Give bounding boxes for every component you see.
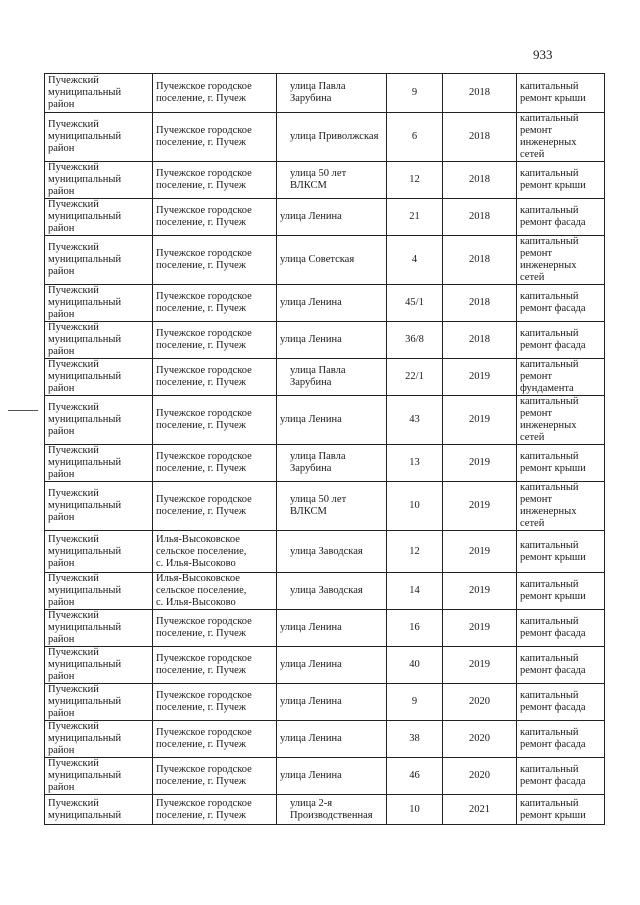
work-type-cell <box>517 795 605 825</box>
street-cell <box>277 573 387 610</box>
work-type-cell <box>517 573 605 610</box>
work-type-text: капитальный ремонт фасада <box>520 653 586 676</box>
year-text: 2019 <box>469 500 490 511</box>
year-cell <box>443 113 517 162</box>
street-cell <box>277 74 387 113</box>
district-text: Пучежский муниципальный район <box>48 285 122 320</box>
street-cell <box>277 322 387 359</box>
year-cell <box>443 396 517 445</box>
street-cell <box>277 647 387 684</box>
settlement-text: Пучежское городское поселение, г. Пучеж <box>156 205 252 228</box>
table-row <box>45 647 605 684</box>
settlement-cell <box>153 647 277 684</box>
street-cell <box>277 359 387 396</box>
work-type-cell <box>517 199 605 236</box>
work-type-text: капитальный ремонт фасада <box>520 764 586 787</box>
house-number-cell <box>387 74 443 113</box>
settlement-cell <box>153 482 277 531</box>
year-text: 2019 <box>469 371 490 382</box>
work-type-cell <box>517 359 605 396</box>
settlement-cell <box>153 573 277 610</box>
street-cell <box>277 199 387 236</box>
settlement-cell <box>153 684 277 721</box>
settlement-cell <box>153 758 277 795</box>
settlement-cell <box>153 610 277 647</box>
settlement-cell <box>153 721 277 758</box>
house-number-text: 12 <box>409 174 420 185</box>
district-cell <box>45 322 153 359</box>
district-text: Пучежский муниципальный район <box>48 721 122 756</box>
settlement-cell <box>153 236 277 285</box>
year-cell <box>443 531 517 573</box>
street-text: улица Павла Зарубина <box>290 451 346 474</box>
margin-mark <box>8 410 38 411</box>
year-cell <box>443 359 517 396</box>
district-cell <box>45 74 153 113</box>
year-cell <box>443 721 517 758</box>
table-row <box>45 610 605 647</box>
district-text: Пучежский муниципальный район <box>48 322 122 357</box>
table-row <box>45 199 605 236</box>
street-text: улица Приволжская <box>290 131 379 142</box>
year-text: 2019 <box>469 545 490 557</box>
settlement-cell <box>153 359 277 396</box>
settlement-text: Пучежское городское поселение, г. Пучеж <box>156 764 252 787</box>
year-text: 2018 <box>469 334 490 345</box>
year-cell <box>443 610 517 647</box>
district-cell <box>45 396 153 445</box>
year-cell <box>443 758 517 795</box>
work-type-cell <box>517 684 605 721</box>
house-number-cell <box>387 610 443 647</box>
settlement-text: Пучежское городское поселение, г. Пучеж <box>156 408 252 431</box>
street-text: улица 50 лет ВЛКСМ <box>290 168 347 191</box>
street-cell <box>277 236 387 285</box>
work-type-text: капитальный ремонт инженерных сетей <box>520 113 579 160</box>
settlement-text: Пучежское городское поселение, г. Пучеж <box>156 328 252 351</box>
work-type-cell <box>517 482 605 531</box>
street-text: улица Павла Зарубина <box>290 365 346 388</box>
table-row <box>45 236 605 285</box>
district-text: Пучежский муниципальный район <box>48 610 122 645</box>
street-cell <box>277 162 387 199</box>
settlement-text: Пучежское городское поселение, г. Пучеж <box>156 727 252 750</box>
year-text: 2020 <box>469 696 490 707</box>
settlement-cell <box>153 162 277 199</box>
table-row <box>45 684 605 721</box>
year-cell <box>443 74 517 113</box>
year-text: 2019 <box>469 659 490 670</box>
work-type-text: капитальный ремонт инженерных сетей <box>520 482 579 529</box>
house-number-cell <box>387 684 443 721</box>
district-cell <box>45 721 153 758</box>
district-text: Пучежский муниципальный район <box>48 359 122 394</box>
house-number-cell <box>387 359 443 396</box>
street-text: улица Ленина <box>280 414 342 425</box>
work-type-text: капитальный ремонт фасада <box>520 616 586 639</box>
table-row <box>45 758 605 795</box>
year-text: 2019 <box>469 414 490 425</box>
district-cell <box>45 684 153 721</box>
street-text: улица Ленина <box>280 622 342 633</box>
district-cell <box>45 482 153 531</box>
settlement-cell <box>153 74 277 113</box>
house-number-text: 6 <box>411 131 418 142</box>
work-type-text: капитальный ремонт фасада <box>520 727 586 750</box>
house-number-cell <box>387 758 443 795</box>
street-text: улица Советская <box>280 254 355 265</box>
district-text: Пучежский муниципальный район <box>48 533 122 569</box>
house-number-text: 10 <box>409 803 420 815</box>
year-cell <box>443 199 517 236</box>
settlement-text: Илья-Высоковское сельское поселение, с. Илья-Высоково <box>156 573 247 608</box>
table-row <box>45 573 605 610</box>
table-row <box>45 359 605 396</box>
district-text: Пучежский муниципальный район <box>48 75 122 110</box>
year-text: 2020 <box>469 733 490 744</box>
repair-schedule-table <box>44 73 605 825</box>
street-text: улица Ленина <box>280 696 342 707</box>
year-text: 2018 <box>469 254 490 265</box>
house-number-cell <box>387 647 443 684</box>
table-row <box>45 113 605 162</box>
street-text: улица 2-я Производственная <box>290 797 373 821</box>
year-text: 2018 <box>469 211 490 222</box>
district-text: Пучежский муниципальный район <box>48 445 122 480</box>
district-cell <box>45 113 153 162</box>
work-type-cell <box>517 236 605 285</box>
street-cell <box>277 445 387 482</box>
work-type-text: капитальный ремонт крыши <box>520 81 586 104</box>
district-cell <box>45 162 153 199</box>
street-cell <box>277 721 387 758</box>
house-number-cell <box>387 322 443 359</box>
table-row <box>45 74 605 113</box>
settlement-cell <box>153 445 277 482</box>
house-number-text: 13 <box>409 457 420 468</box>
house-number-cell <box>387 795 443 825</box>
work-type-text: капитальный ремонт фундамента <box>520 359 579 394</box>
work-type-cell <box>517 610 605 647</box>
street-cell <box>277 795 387 825</box>
settlement-text: Пучежское городское поселение, г. Пучеж <box>156 616 252 639</box>
street-text: улица Ленина <box>280 659 342 670</box>
settlement-cell <box>153 285 277 322</box>
district-cell <box>45 610 153 647</box>
house-number-text: 16 <box>409 622 420 633</box>
settlement-text: Пучежское городское поселение, г. Пучеж <box>156 494 252 517</box>
table-row <box>45 322 605 359</box>
table-row <box>45 721 605 758</box>
house-number-text: 22/1 <box>405 371 424 382</box>
year-text: 2018 <box>469 174 490 185</box>
settlement-cell <box>153 322 277 359</box>
settlement-text: Пучежское городское поселение, г. Пучеж <box>156 81 252 104</box>
house-number-text: 38 <box>409 733 420 744</box>
settlement-cell <box>153 795 277 825</box>
district-cell <box>45 531 153 573</box>
district-cell <box>45 758 153 795</box>
work-type-text: капитальный ремонт фасада <box>520 690 586 713</box>
district-text: Пучежский муниципальный район <box>48 402 122 437</box>
settlement-text: Пучежское городское поселение, г. Пучеж <box>156 797 252 821</box>
year-cell <box>443 647 517 684</box>
street-text: улица Ленина <box>280 733 342 744</box>
work-type-cell <box>517 113 605 162</box>
house-number-cell <box>387 396 443 445</box>
settlement-cell <box>153 199 277 236</box>
district-cell <box>45 359 153 396</box>
house-number-text: 9 <box>411 696 418 707</box>
street-cell <box>277 531 387 573</box>
table-row <box>45 285 605 322</box>
work-type-cell <box>517 721 605 758</box>
district-text: Пучежский муниципальный район <box>48 684 122 719</box>
street-text: улица Ленина <box>280 334 342 345</box>
work-type-text: капитальный ремонт крыши <box>520 168 586 191</box>
table-row <box>45 396 605 445</box>
page-number: 933 <box>533 47 553 62</box>
house-number-text: 45/1 <box>405 297 424 308</box>
district-cell <box>45 573 153 610</box>
house-number-cell <box>387 482 443 531</box>
settlement-text: Пучежское городское поселение, г. Пучеж <box>156 125 252 148</box>
work-type-text: капитальный ремонт фасада <box>520 291 586 314</box>
year-text: 2019 <box>469 457 490 468</box>
work-type-cell <box>517 445 605 482</box>
house-number-cell <box>387 445 443 482</box>
year-cell <box>443 322 517 359</box>
street-text: улица 50 лет ВЛКСМ <box>290 494 347 517</box>
table-row <box>45 162 605 199</box>
house-number-text: 43 <box>409 414 420 425</box>
settlement-text: Пучежское городское поселение, г. Пучеж <box>156 451 252 474</box>
year-cell <box>443 285 517 322</box>
year-text: 2020 <box>469 770 490 781</box>
district-cell <box>45 236 153 285</box>
work-type-text: капитальный ремонт инженерных сетей <box>520 236 579 283</box>
year-text: 2018 <box>469 131 490 142</box>
house-number-text: 12 <box>409 545 420 557</box>
house-number-cell <box>387 285 443 322</box>
house-number-text: 21 <box>409 211 420 222</box>
table-row <box>45 445 605 482</box>
street-text: улица Ленина <box>280 297 342 308</box>
settlement-text: Илья-Высоковское сельское поселение, с. Илья-Высоково <box>156 533 247 569</box>
house-number-text: 10 <box>409 500 420 511</box>
street-cell <box>277 113 387 162</box>
year-cell <box>443 684 517 721</box>
street-text: улица Заводская <box>290 545 363 557</box>
house-number-cell <box>387 721 443 758</box>
settlement-text: Пучежское городское поселение, г. Пучеж <box>156 168 252 191</box>
house-number-text: 4 <box>411 254 418 265</box>
house-number-text: 40 <box>409 659 420 670</box>
district-text: Пучежский муниципальный район <box>48 162 122 197</box>
work-type-cell <box>517 531 605 573</box>
work-type-text: капитальный ремонт крыши <box>520 451 586 474</box>
district-text: Пучежский муниципальный район <box>48 119 122 154</box>
street-cell <box>277 285 387 322</box>
year-cell <box>443 795 517 825</box>
work-type-text: капитальный ремонт крыши <box>520 797 586 821</box>
street-cell <box>277 396 387 445</box>
year-cell <box>443 236 517 285</box>
district-text: Пучежский муниципальный район <box>48 573 122 608</box>
table-row <box>45 482 605 531</box>
year-text: 2018 <box>469 87 490 98</box>
settlement-cell <box>153 396 277 445</box>
year-text: 2021 <box>469 803 490 815</box>
work-type-cell <box>517 74 605 113</box>
year-cell <box>443 573 517 610</box>
street-cell <box>277 758 387 795</box>
settlement-cell <box>153 531 277 573</box>
district-text: Пучежский муниципальный район <box>48 758 122 793</box>
settlement-text: Пучежское городское поселение, г. Пучеж <box>156 248 252 271</box>
settlement-text: Пучежское городское поселение, г. Пучеж <box>156 365 252 388</box>
district-cell <box>45 285 153 322</box>
house-number-cell <box>387 236 443 285</box>
house-number-text: 14 <box>409 585 420 596</box>
street-cell <box>277 684 387 721</box>
work-type-cell <box>517 396 605 445</box>
settlement-cell <box>153 113 277 162</box>
house-number-cell <box>387 113 443 162</box>
house-number-text: 36/8 <box>405 334 424 345</box>
year-cell <box>443 445 517 482</box>
settlement-text: Пучежское городское поселение, г. Пучеж <box>156 291 252 314</box>
district-text: Пучежский муниципальный район <box>48 242 122 277</box>
house-number-cell <box>387 199 443 236</box>
street-text: улица Ленина <box>280 211 342 222</box>
district-text: Пучежский муниципальный <box>48 797 122 821</box>
district-text: Пучежский муниципальный район <box>48 647 122 682</box>
street-cell <box>277 482 387 531</box>
year-text: 2019 <box>469 585 490 596</box>
work-type-text: капитальный ремонт крыши <box>520 539 586 563</box>
house-number-cell <box>387 162 443 199</box>
year-cell <box>443 162 517 199</box>
table-row <box>45 795 605 825</box>
year-cell <box>443 482 517 531</box>
house-number-text: 9 <box>411 87 418 98</box>
district-cell <box>45 199 153 236</box>
table-row <box>45 531 605 573</box>
district-text: Пучежский муниципальный район <box>48 488 122 523</box>
street-text: улица Ленина <box>280 770 342 781</box>
work-type-cell <box>517 162 605 199</box>
district-text: Пучежский муниципальный район <box>48 199 122 234</box>
street-text: улица Заводская <box>290 585 363 596</box>
table-body <box>45 74 605 825</box>
settlement-text: Пучежское городское поселение, г. Пучеж <box>156 653 252 676</box>
work-type-cell <box>517 322 605 359</box>
work-type-cell <box>517 285 605 322</box>
work-type-cell <box>517 758 605 795</box>
house-number-cell <box>387 573 443 610</box>
work-type-text: капитальный ремонт инженерных сетей <box>520 396 579 443</box>
district-cell <box>45 795 153 825</box>
settlement-text: Пучежское городское поселение, г. Пучеж <box>156 690 252 713</box>
work-type-text: капитальный ремонт крыши <box>520 579 586 602</box>
district-cell <box>45 445 153 482</box>
work-type-text: капитальный ремонт фасада <box>520 205 586 228</box>
street-cell <box>277 610 387 647</box>
house-number-cell <box>387 531 443 573</box>
year-text: 2019 <box>469 622 490 633</box>
house-number-text: 46 <box>409 770 420 781</box>
work-type-text: капитальный ремонт фасада <box>520 328 586 351</box>
work-type-cell <box>517 647 605 684</box>
year-text: 2018 <box>469 297 490 308</box>
district-cell <box>45 647 153 684</box>
street-text: улица Павла Зарубина <box>290 81 346 104</box>
